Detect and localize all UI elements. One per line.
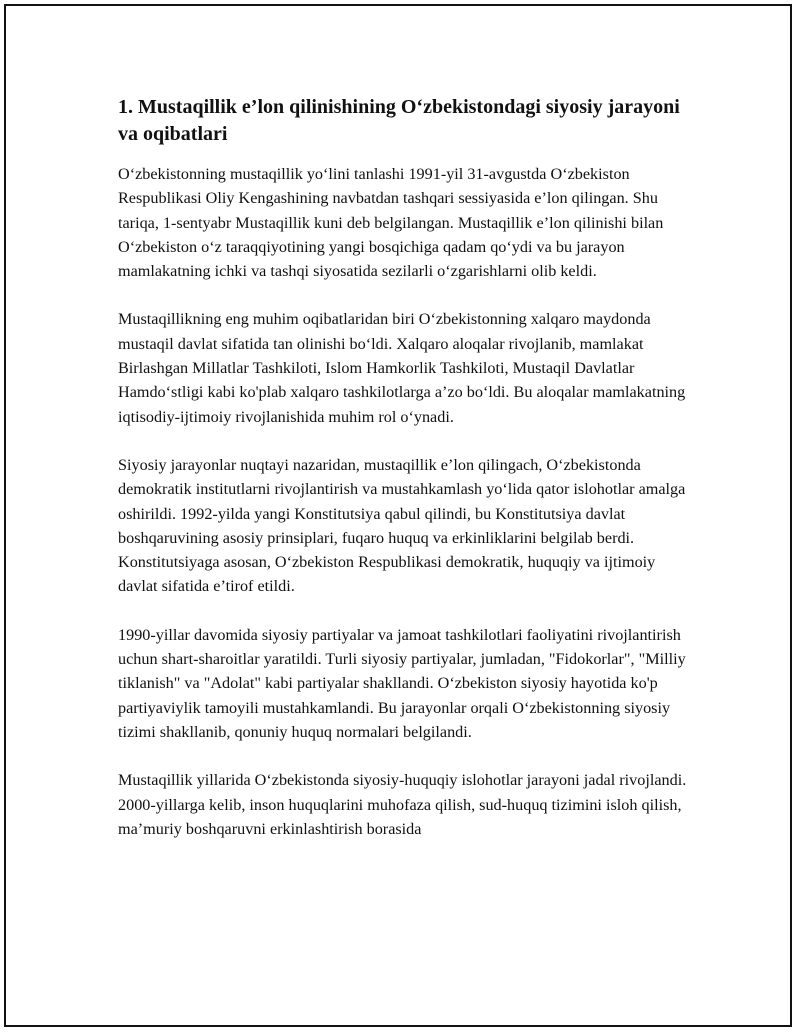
paragraph-legal-reforms: Mustaqillik yillarida O‘zbekistonda siyosiy-huquqiy islohotlar jarayoni jadal rivojlandi. 2000-yillarga kelib, inson huquqlarini muhofaza qilish, sud-huquq tizimini isloh qilish, ma’muriy boshqaruvni erkinlashtirish borasida	[118, 771, 687, 838]
paragraph-democratic-reforms: Siyosiy jarayonlar nuqtayi nazaridan, mustaqillik e’lon qilingach, O‘zbekistonda demokratik institutlarni rivojlantirish va mustahkamlash yo‘lida qator islohotlar amalga oshirildi. 1992-yilda yangi Konstitutsiya qabul qilindi, bu Konstitutsiya davlat boshqaruvining asosiy prinsiplari, fuqaro huquq va erkinliklarini belgilab berdi. Konstitutsiyaga asosan, O‘zbekiston Respublikasi demokratik, huquqiy va ijtimoiy davlat sifatida e’tirof etildi.	[118, 455, 686, 596]
section-title: 1. Mustaqillik e’lon qilinishining O‘zbekistondagi siyosiy jarayoni va oqibatlari	[118, 96, 680, 145]
document-body	[118, 94, 688, 865]
paragraph-political-parties: 1990-yillar davomida siyosiy partiyalar va jamoat tashkilotlari faoliyatini rivojlantirish uchun shart-sharoitlar yaratildi. Turli siyosiy partiyalar, jumladan, "Fidokorlar", "Milliy tiklanish" va "Adolat" kabi partiyalar shakllandi. O‘zbekiston siyosiy hayotida ko'p partiyaviylik tamoyili mustahkamlandi. Bu jarayonlar orqali O‘zbekistonning siyosiy tizimi shakllanib, qonuniy huquq normalari belgilandi.	[118, 625, 686, 741]
paragraph-independence-declaration: O‘zbekistonning mustaqillik yo‘lini tanlashi 1991-yil 31-avgustda O‘zbekiston Respublikasi Oliy Kengashining navbatdan tashqari sessiyasida e’lon qilingan. Shu tariqa, 1-sentyabr Mustaqillik kuni deb belgilangan. Mustaqillik e’lon qilinishi bilan O‘zbekiston o‘z taraqqiyotining yangi bosqichiga qadam qo‘ydi va bu jarayon mamlakatning ichki va tashqi siyosatida sezilarli o‘zgarishlarni olib keldi.	[118, 165, 664, 281]
paragraph-international-recognition: Mustaqillikning eng muhim oqibatlaridan biri O‘zbekistonning xalqaro maydonda mustaqil davlat sifatida tan olinishi bo‘ldi. Xalqaro aloqalar rivojlanib, mamlakat Birlashgan Millatlar Tashkiloti, Islom Hamkorlik Tashkiloti, Mustaqil Davlatlar Hamdo‘stligi kabi ko'plab xalqaro tashkilotlarga a’zo bo‘ldi. Bu aloqalar mamlakatning iqtisodiy-ijtimoiy rivojlanishida muhim rol o‘ynadi.	[118, 310, 686, 426]
